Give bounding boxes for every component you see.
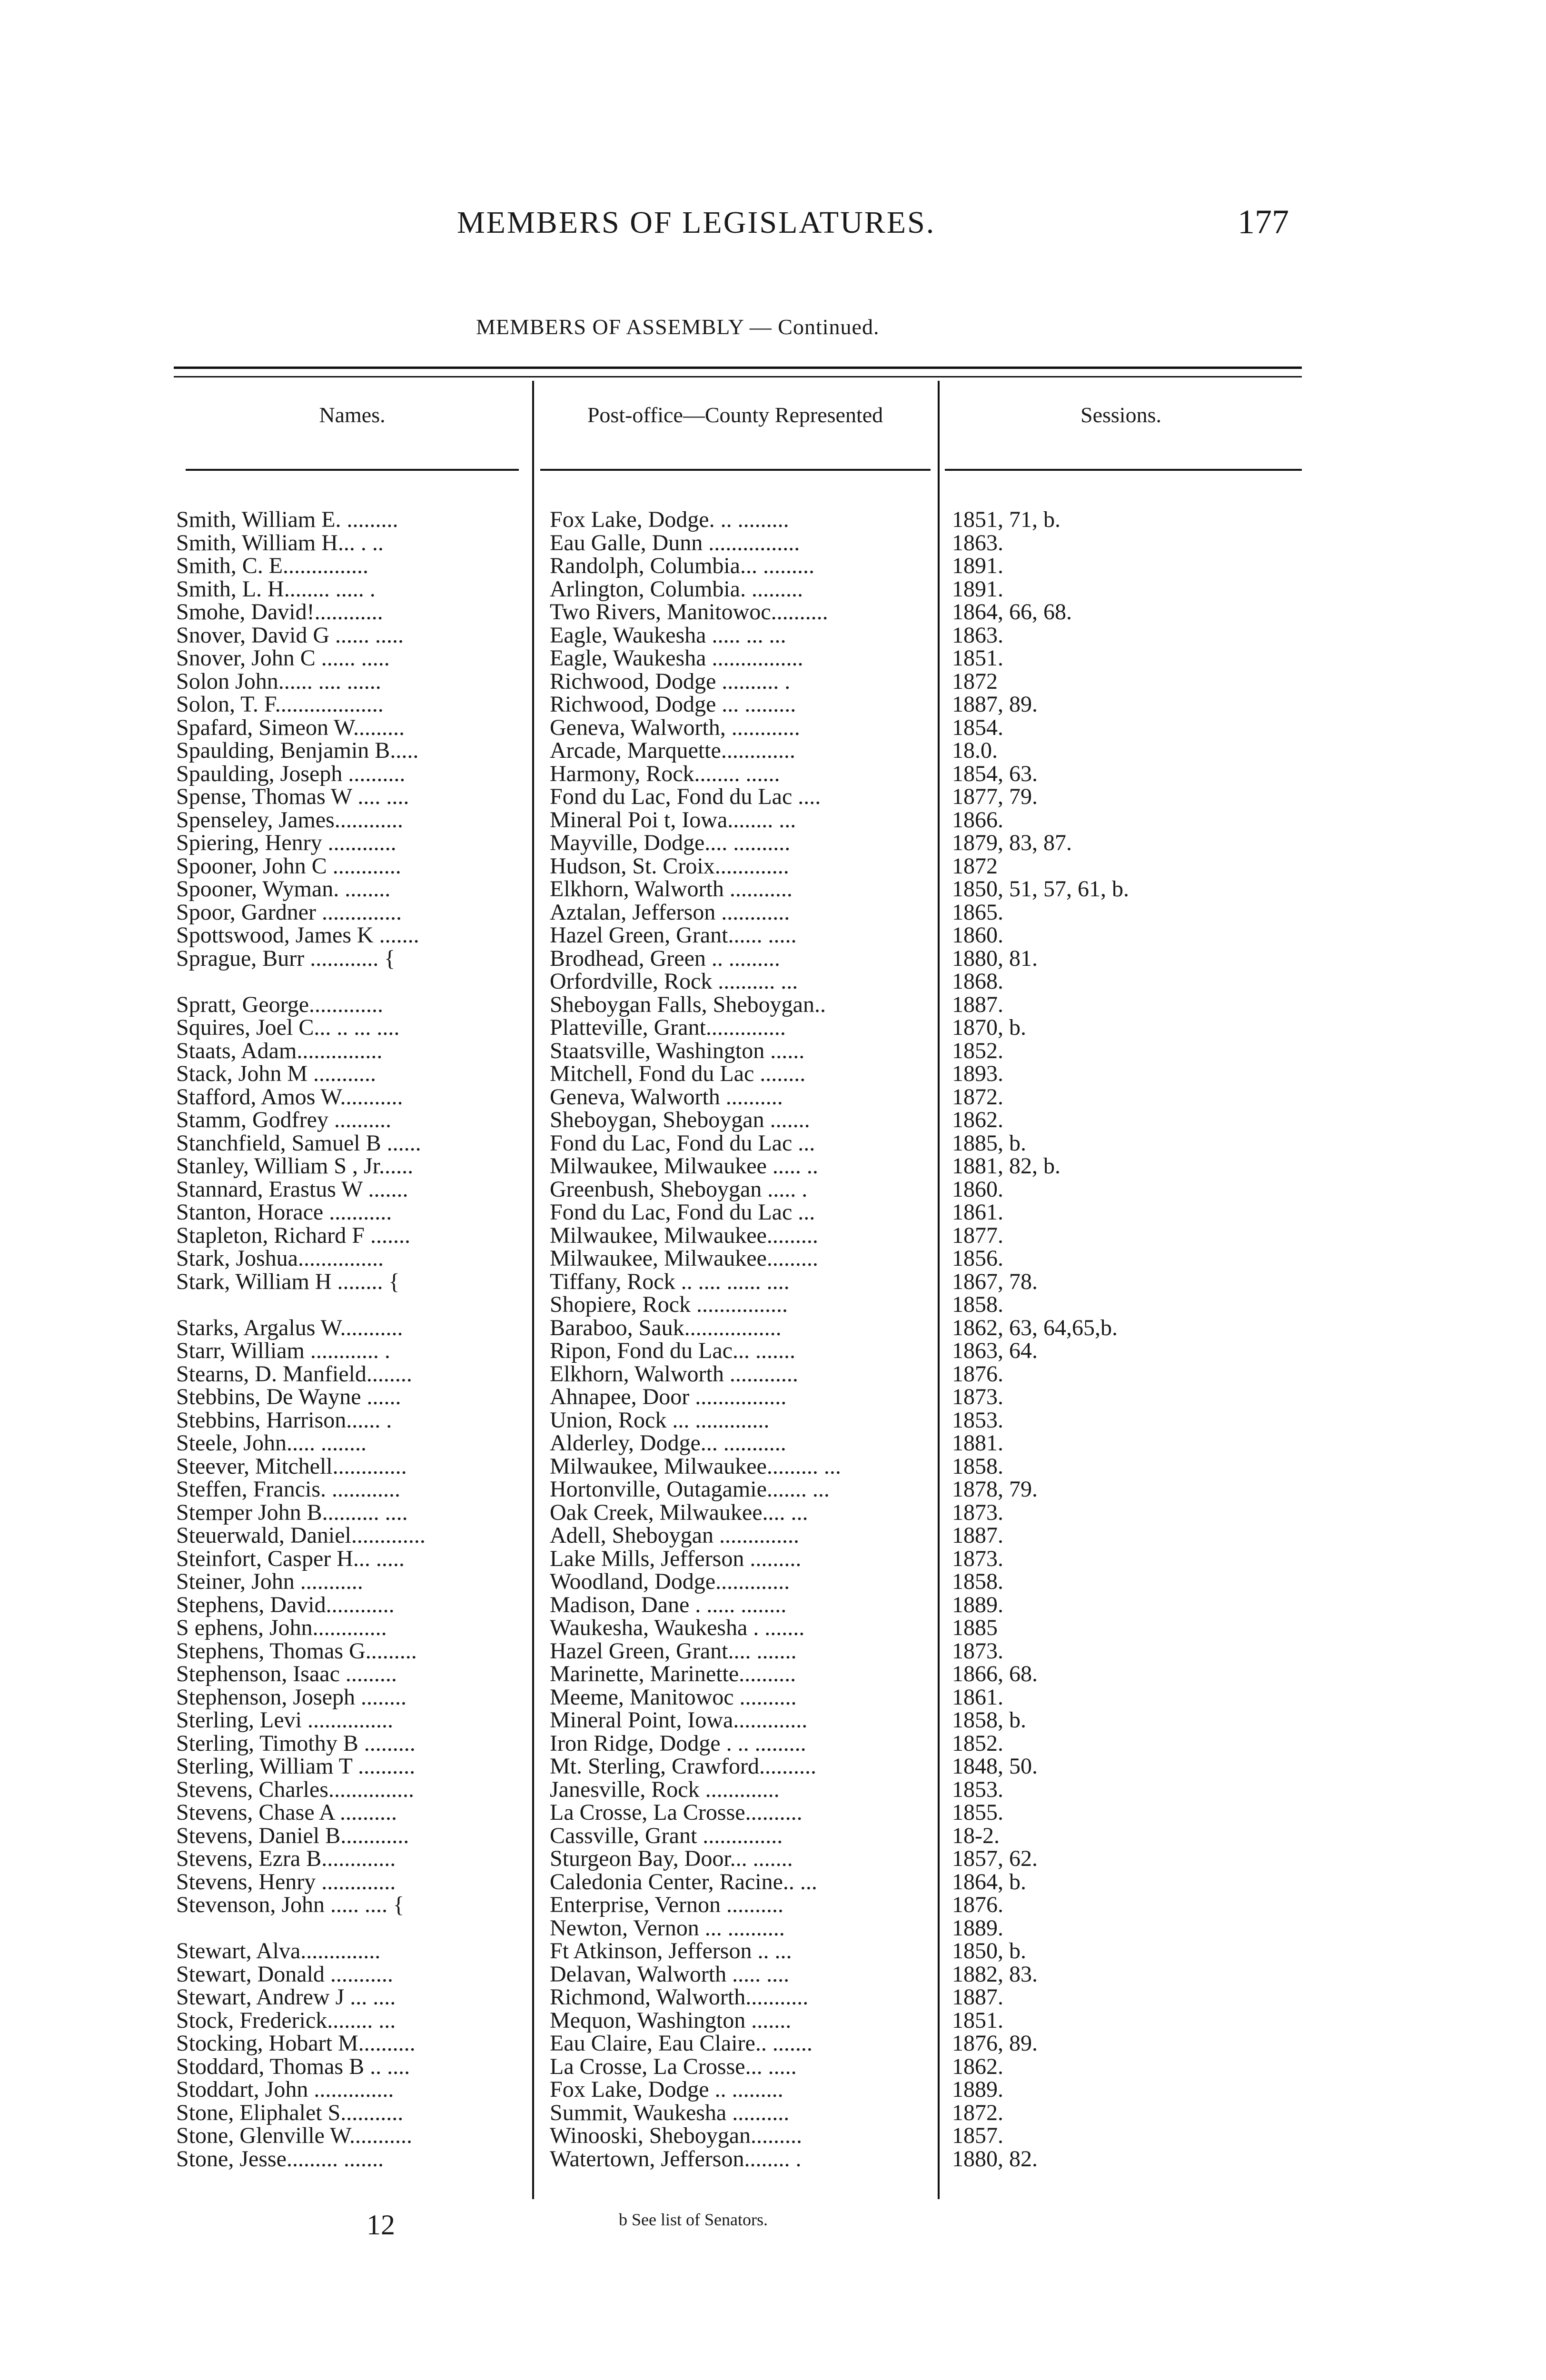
post-office-county: Milwaukee, Milwaukee ..... ..	[550, 1153, 818, 1179]
member-name: Steiner, John ...........	[176, 1569, 363, 1594]
member-name: Solon John...... .... ......	[176, 668, 381, 694]
table-row	[0, 809, 1546, 832]
sessions: 1870, b.	[952, 1015, 1026, 1040]
sessions: 1877.	[952, 1222, 1003, 1248]
top-rule-2	[174, 376, 1302, 377]
table-row	[0, 1016, 1546, 1040]
sessions: 1876, 89.	[952, 2031, 1038, 2056]
sessions: 1857, 62.	[952, 1846, 1038, 1871]
member-name: Stock, Frederick........ ...	[176, 2007, 396, 2033]
sessions: 1889.	[952, 1592, 1003, 1617]
table-row	[0, 878, 1546, 901]
table-row	[0, 1109, 1546, 1132]
sessions: 1893.	[952, 1061, 1003, 1086]
sessions: 1880, 81.	[952, 945, 1038, 971]
sessions: 1885	[952, 1615, 998, 1640]
sessions: 1853.	[952, 1407, 1003, 1433]
sessions: 1876.	[952, 1892, 1003, 1917]
table-row	[0, 1132, 1546, 1155]
post-office-county: Mineral Poi t, Iowa........ ...	[550, 807, 796, 833]
sessions: 1851.	[952, 2007, 1003, 2033]
table-row	[0, 763, 1546, 786]
post-office-county: Ft Atkinson, Jefferson .. ...	[550, 1938, 792, 1964]
post-office-county: La Crosse, La Crosse..........	[550, 1800, 803, 1825]
post-office-county: Shopiere, Rock ................	[550, 1292, 788, 1317]
table-row	[0, 1594, 1546, 1617]
member-name: Smith, L. H........ ..... .	[176, 576, 376, 602]
post-office-county: Hazel Green, Grant...... .....	[550, 922, 797, 948]
post-office-county: Eagle, Waukesha ................	[550, 645, 803, 671]
member-name: Stone, Eliphalet S...........	[176, 2100, 404, 2125]
post-office-county: Sturgeon Bay, Door... .......	[550, 1846, 793, 1871]
sessions: 1872.	[952, 1084, 1003, 1110]
member-name: Sprague, Burr ............ {	[176, 945, 396, 971]
post-office-county: Adell, Sheboygan ..............	[550, 1523, 799, 1548]
table-row	[0, 647, 1546, 670]
table-row	[0, 1847, 1546, 1871]
member-name: Stebbins, De Wayne ......	[176, 1384, 401, 1409]
sessions: 1880, 82.	[952, 2146, 1038, 2172]
sessions: 1891.	[952, 576, 1003, 602]
member-name: Sterling, Levi ...............	[176, 1707, 393, 1733]
post-office-county: Richwood, Dodge .......... .	[550, 668, 791, 694]
sessions: 1866.	[952, 807, 1003, 833]
member-name: Stanton, Horace ...........	[176, 1200, 392, 1225]
sessions: 1862.	[952, 2053, 1003, 2079]
member-name: Stack, John M ...........	[176, 1061, 376, 1086]
member-name: Stanley, William S , Jr......	[176, 1153, 414, 1179]
member-name: Stoddart, John ..............	[176, 2077, 394, 2102]
member-name: Spaulding, Benjamin B.....	[176, 738, 419, 763]
sessions: 1887.	[952, 1523, 1003, 1548]
sessions: 1858.	[952, 1569, 1003, 1594]
top-rule	[174, 367, 1302, 369]
member-name: Solon, T. F...................	[176, 692, 384, 717]
post-office-county: Delavan, Walworth ..... ....	[550, 1961, 790, 1987]
member-name: Stoddard, Thomas B .. ....	[176, 2053, 410, 2079]
table-row	[0, 1871, 1546, 1894]
table-row	[0, 970, 1546, 993]
member-name: Smohe, David!............	[176, 599, 383, 625]
member-name: Stephens, Thomas G.........	[176, 1638, 417, 1664]
post-office-county: Richmond, Walworth...........	[550, 1984, 809, 2010]
sessions: 1854.	[952, 714, 1003, 740]
member-name: Spense, Thomas W .... ....	[176, 784, 409, 809]
sessions: 1872	[952, 668, 998, 694]
table-row	[0, 1524, 1546, 1547]
post-office-county: Lake Mills, Jefferson .........	[550, 1546, 802, 1571]
member-name: Spiering, Henry ............	[176, 830, 396, 855]
post-office-county: Greenbush, Sheboygan ..... .	[550, 1176, 808, 1202]
column-header-post: Post-office—County Represented	[587, 403, 883, 427]
table-row	[0, 1732, 1546, 1755]
sessions: 1863.	[952, 622, 1003, 648]
sessions: 1873.	[952, 1638, 1003, 1664]
table-row	[0, 832, 1546, 855]
table-row	[0, 2078, 1546, 2102]
header-underline-names	[186, 469, 519, 471]
sessions: 1860.	[952, 1176, 1003, 1202]
sessions: 1858.	[952, 1292, 1003, 1317]
member-name: Stapleton, Richard F .......	[176, 1222, 410, 1248]
post-office-county: Two Rivers, Manitowoc..........	[550, 599, 828, 625]
member-name: Stevens, Daniel B............	[176, 1823, 409, 1848]
member-name: Stone, Glenville W...........	[176, 2123, 412, 2148]
table-row	[0, 1247, 1546, 1270]
sessions: 1867, 78.	[952, 1269, 1038, 1294]
post-office-county: Sheboygan, Sheboygan .......	[550, 1107, 810, 1132]
sessions: 1853.	[952, 1776, 1003, 1802]
member-name: Stevens, Ezra B.............	[176, 1846, 396, 1871]
sessions: 1872	[952, 853, 998, 879]
section-subtitle: MEMBERS OF ASSEMBLY — Continued.	[476, 315, 880, 339]
sessions: 1885, b.	[952, 1130, 1026, 1156]
sessions: 1882, 83.	[952, 1961, 1038, 1987]
post-office-county: Milwaukee, Milwaukee.........	[550, 1222, 818, 1248]
sessions: 1856.	[952, 1246, 1003, 1271]
table-row	[0, 1501, 1546, 1525]
member-name: Snover, David G ...... .....	[176, 622, 404, 648]
sessions: 1852.	[952, 1038, 1003, 1063]
table-row	[0, 1363, 1546, 1386]
member-name: Stearns, D. Manfield........	[176, 1361, 412, 1387]
post-office-county: Union, Rock ... .............	[550, 1407, 770, 1433]
member-name: Steever, Mitchell.............	[176, 1453, 407, 1479]
post-office-county: Winooski, Sheboygan.........	[550, 2123, 803, 2148]
post-office-county: Alderley, Dodge... ...........	[550, 1430, 786, 1456]
table-row	[0, 1570, 1546, 1594]
member-name: Stevens, Chase A ..........	[176, 1800, 397, 1825]
sessions: 1855.	[952, 1800, 1003, 1825]
sessions: 18-2.	[952, 1823, 1000, 1848]
footnote: b See list of Senators.	[619, 2210, 768, 2229]
sessions: 1858.	[952, 1453, 1003, 1479]
member-name: Stanchfield, Samuel B ......	[176, 1130, 421, 1156]
sessions: 1873.	[952, 1499, 1003, 1525]
member-name: Stephens, David............	[176, 1592, 395, 1617]
post-office-county: Fond du Lac, Fond du Lac ...	[550, 1130, 815, 1156]
member-name: Sterling, William T ..........	[176, 1754, 416, 1779]
table-row	[0, 1062, 1546, 1086]
post-office-county: Mayville, Dodge.... ..........	[550, 830, 791, 855]
member-name: Smith, C. E...............	[176, 553, 369, 578]
member-name: Smith, William H... . ..	[176, 530, 384, 555]
member-name: Spooner, Wyman. ........	[176, 876, 391, 902]
post-office-county: Eau Claire, Eau Claire.. .......	[550, 2031, 813, 2056]
sessions: 1854, 63.	[952, 761, 1038, 786]
member-name: Spaulding, Joseph ..........	[176, 761, 406, 786]
sessions: 1887.	[952, 1984, 1003, 2010]
member-name: Starr, William ............ .	[176, 1338, 390, 1363]
table-row	[0, 1178, 1546, 1201]
member-name: Spenseley, James............	[176, 807, 403, 833]
member-name: Spoor, Gardner ..............	[176, 899, 402, 925]
post-office-county: Mineral Point, Iowa.............	[550, 1707, 808, 1733]
member-name: Steele, John..... ........	[176, 1430, 367, 1456]
member-name: Spottswood, James K .......	[176, 922, 419, 948]
post-office-county: Eau Galle, Dunn ................	[550, 530, 800, 555]
table-row	[0, 1386, 1546, 1409]
table-row	[0, 1986, 1546, 2009]
post-office-county: Randolph, Columbia... .........	[550, 553, 814, 578]
table-row	[0, 1547, 1546, 1571]
header-underline-post	[540, 469, 931, 471]
member-name: Stafford, Amos W...........	[176, 1084, 403, 1110]
member-name: Stephenson, Isaac .........	[176, 1661, 397, 1686]
post-office-county: Mequon, Washington .......	[550, 2007, 792, 2033]
table-row	[0, 2009, 1546, 2033]
member-name: Stevens, Charles...............	[176, 1776, 414, 1802]
post-office-county: Geneva, Walworth, ............	[550, 714, 800, 740]
post-office-county: Newton, Vernon ... ..........	[550, 1915, 785, 1941]
post-office-county: Mitchell, Fond du Lac ........	[550, 1061, 806, 1086]
sessions: 1850, b.	[952, 1938, 1026, 1964]
member-name: Stephenson, Joseph ........	[176, 1684, 406, 1710]
post-office-county: La Crosse, La Crosse... .....	[550, 2053, 797, 2079]
table-row	[0, 1086, 1546, 1109]
sessions: 1889.	[952, 2077, 1003, 2102]
post-office-county: Ahnapee, Door ................	[550, 1384, 787, 1409]
sessions: 1891.	[952, 553, 1003, 578]
member-name: Stewart, Andrew J ... ....	[176, 1984, 396, 2010]
table-row	[0, 1894, 1546, 1917]
sessions: 1873.	[952, 1546, 1003, 1571]
sessions: 1866, 68.	[952, 1661, 1038, 1686]
sessions: 18.0.	[952, 738, 998, 763]
sessions: 1861.	[952, 1200, 1003, 1225]
post-office-county: Harmony, Rock........ ......	[550, 761, 780, 786]
post-office-county: Fond du Lac, Fond du Lac ....	[550, 784, 821, 809]
table-row	[0, 1663, 1546, 1686]
table-row	[0, 1778, 1546, 1802]
table-row	[0, 1686, 1546, 1709]
table-row	[0, 1709, 1546, 1732]
table-row	[0, 993, 1546, 1017]
sessions: 1848, 50.	[952, 1754, 1038, 1779]
sessions: 1876.	[952, 1361, 1003, 1387]
signature-mark: 12	[367, 2209, 395, 2241]
sessions: 1873.	[952, 1384, 1003, 1409]
member-name: Snover, John C ...... .....	[176, 645, 390, 671]
member-name: Stark, William H ........ {	[176, 1269, 400, 1294]
table-row	[0, 532, 1546, 555]
post-office-county: Elkhorn, Walworth ............	[550, 1361, 798, 1387]
member-name: Stannard, Erastus W .......	[176, 1176, 408, 1202]
sessions: 1877, 79.	[952, 784, 1038, 809]
table-row	[0, 693, 1546, 716]
post-office-county: Summit, Waukesha ..........	[550, 2100, 790, 2125]
table-row	[0, 1755, 1546, 1778]
post-office-county: Oak Creek, Milwaukee.... ...	[550, 1499, 808, 1525]
member-name: Stewart, Donald ...........	[176, 1961, 393, 1987]
sessions: 1868.	[952, 969, 1003, 994]
sessions: 1860.	[952, 922, 1003, 948]
post-office-county: Hortonville, Outagamie....... ...	[550, 1477, 830, 1502]
sessions: 1864, 66, 68.	[952, 599, 1072, 625]
post-office-county: Richwood, Dodge ... .........	[550, 692, 796, 717]
table-row	[0, 624, 1546, 647]
post-office-county: Hudson, St. Croix.............	[550, 853, 789, 879]
sessions: 1850, 51, 57, 61, b.	[952, 876, 1129, 902]
member-name: S ephens, John.............	[176, 1615, 387, 1640]
table-row	[0, 601, 1546, 624]
sessions: 1862.	[952, 1107, 1003, 1132]
member-name: Stewart, Alva..............	[176, 1938, 381, 1964]
post-office-county: Milwaukee, Milwaukee.........	[550, 1246, 818, 1271]
table-row	[0, 2102, 1546, 2125]
table-row	[0, 555, 1546, 578]
table-row	[0, 1455, 1546, 1478]
sessions: 1852.	[952, 1730, 1003, 1756]
post-office-county: Tiffany, Rock .. .... ...... ....	[550, 1269, 790, 1294]
sessions: 1879, 83, 87.	[952, 830, 1072, 855]
sessions: 1872.	[952, 2100, 1003, 2125]
table-row	[0, 1201, 1546, 1224]
post-office-county: Woodland, Dodge.............	[550, 1569, 790, 1594]
member-name: Steffen, Francis. ............	[176, 1477, 401, 1502]
sessions: 1887, 89.	[952, 692, 1038, 717]
table-row	[0, 1270, 1546, 1294]
sessions: 1881, 82, b.	[952, 1153, 1060, 1179]
sessions: 1857.	[952, 2123, 1003, 2148]
post-office-county: Orfordville, Rock .......... ...	[550, 969, 798, 994]
page-header-title: MEMBERS OF LEGISLATURES.	[457, 205, 936, 240]
post-office-county: Enterprise, Vernon ..........	[550, 1892, 784, 1917]
table-row	[0, 1224, 1546, 1248]
post-office-county: Fox Lake, Dodge. .. .........	[550, 507, 789, 532]
table-row	[0, 901, 1546, 924]
post-office-county: Sheboygan Falls, Sheboygan..	[550, 992, 826, 1017]
table-row	[0, 508, 1546, 532]
post-office-county: Eagle, Waukesha ..... ... ...	[550, 622, 786, 648]
table-row	[0, 578, 1546, 601]
column-header-names: Names.	[319, 403, 386, 427]
member-name: Squires, Joel C... .. ... ....	[176, 1015, 400, 1040]
post-office-county: Mt. Sterling, Crawford..........	[550, 1754, 816, 1779]
table-row	[0, 1155, 1546, 1178]
table-row	[0, 1432, 1546, 1455]
member-name: Steinfort, Casper H... .....	[176, 1546, 405, 1571]
sessions: 1864, b.	[952, 1869, 1026, 1894]
sessions: 1878, 79.	[952, 1477, 1038, 1502]
post-office-county: Cassville, Grant ..............	[550, 1823, 783, 1848]
table-row	[0, 1317, 1546, 1340]
sessions: 1851, 71, b.	[952, 507, 1060, 532]
table-row	[0, 947, 1546, 971]
member-name: Spafard, Simeon W.........	[176, 714, 405, 740]
sessions: 1889.	[952, 1915, 1003, 1941]
table-row	[0, 670, 1546, 694]
member-name: Smith, William E. .........	[176, 507, 398, 532]
table-row	[0, 1616, 1546, 1640]
table-row	[0, 1040, 1546, 1063]
table-row	[0, 1917, 1546, 1940]
member-name: Stebbins, Harrison...... .	[176, 1407, 392, 1433]
post-office-county: Fond du Lac, Fond du Lac ...	[550, 1200, 815, 1225]
post-office-county: Aztalan, Jefferson ............	[550, 899, 790, 925]
post-office-county: Platteville, Grant..............	[550, 1015, 786, 1040]
post-office-county: Milwaukee, Milwaukee......... ...	[550, 1453, 841, 1479]
member-name: Stocking, Hobart M..........	[176, 2031, 416, 2056]
post-office-county: Janesville, Rock .............	[550, 1776, 780, 1802]
table-row	[0, 1801, 1546, 1825]
member-name: Stemper John B.......... ....	[176, 1499, 408, 1525]
table-row	[0, 739, 1546, 763]
table-row	[0, 1940, 1546, 1963]
table-row	[0, 2148, 1546, 2171]
sessions: 1863.	[952, 530, 1003, 555]
post-office-county: Baraboo, Sauk.................	[550, 1315, 782, 1340]
member-name: Staats, Adam...............	[176, 1038, 383, 1063]
post-office-county: Hazel Green, Grant.... .......	[550, 1638, 797, 1664]
post-office-county: Staatsville, Washington ......	[550, 1038, 805, 1063]
post-office-county: Brodhead, Green .. .........	[550, 945, 780, 971]
member-name: Steuerwald, Daniel.............	[176, 1523, 426, 1548]
post-office-county: Meeme, Manitowoc ..........	[550, 1684, 797, 1710]
post-office-county: Madison, Dane . ..... ........	[550, 1592, 787, 1617]
column-header-sessions: Sessions.	[1080, 403, 1161, 427]
post-office-county: Iron Ridge, Dodge . .. .........	[550, 1730, 806, 1756]
table-row	[0, 1339, 1546, 1363]
table-row	[0, 2032, 1546, 2055]
sessions: 1887.	[952, 992, 1003, 1017]
sessions: 1862, 63, 64,65,b.	[952, 1315, 1118, 1340]
table-row	[0, 1963, 1546, 1986]
member-name: Stark, Joshua...............	[176, 1246, 384, 1271]
post-office-county: Ripon, Fond du Lac... .......	[550, 1338, 795, 1363]
sessions: 1863, 64.	[952, 1338, 1038, 1363]
table-row	[0, 1293, 1546, 1317]
page-number: 177	[1238, 203, 1289, 241]
member-name: Spratt, George.............	[176, 992, 384, 1017]
table-row	[0, 1640, 1546, 1663]
table-row	[0, 785, 1546, 809]
member-name: Stevenson, John ..... .... {	[176, 1892, 405, 1917]
table-row	[0, 1825, 1546, 1848]
member-name: Stone, Jesse......... .......	[176, 2146, 384, 2172]
member-name: Sterling, Timothy B .........	[176, 1730, 416, 1756]
table-row	[0, 1478, 1546, 1501]
table-row	[0, 924, 1546, 947]
sessions: 1858, b.	[952, 1707, 1026, 1733]
member-name: Stevens, Henry .............	[176, 1869, 396, 1894]
table-row	[0, 716, 1546, 740]
members-table	[0, 508, 1546, 2171]
post-office-county: Marinette, Marinette..........	[550, 1661, 796, 1686]
post-office-county: Fox Lake, Dodge .. .........	[550, 2077, 783, 2102]
sessions: 1861.	[952, 1684, 1003, 1710]
sessions: 1865.	[952, 899, 1003, 925]
post-office-county: Arcade, Marquette.............	[550, 738, 795, 763]
post-office-county: Geneva, Walworth ..........	[550, 1084, 783, 1110]
table-row	[0, 855, 1546, 878]
post-office-county: Waukesha, Waukesha . .......	[550, 1615, 805, 1640]
post-office-county: Arlington, Columbia. .........	[550, 576, 803, 602]
member-name: Stamm, Godfrey ..........	[176, 1107, 391, 1132]
member-name: Starks, Argalus W...........	[176, 1315, 403, 1340]
sessions: 1881.	[952, 1430, 1003, 1456]
post-office-county: Caledonia Center, Racine.. ...	[550, 1869, 817, 1894]
post-office-county: Elkhorn, Walworth ...........	[550, 876, 793, 902]
member-name: Spooner, John C ............	[176, 853, 401, 879]
table-row	[0, 1409, 1546, 1432]
table-row	[0, 2055, 1546, 2079]
sessions: 1851.	[952, 645, 1003, 671]
header-underline-sessions	[945, 469, 1302, 471]
table-row	[0, 2124, 1546, 2148]
post-office-county: Watertown, Jefferson........ .	[550, 2146, 802, 2172]
